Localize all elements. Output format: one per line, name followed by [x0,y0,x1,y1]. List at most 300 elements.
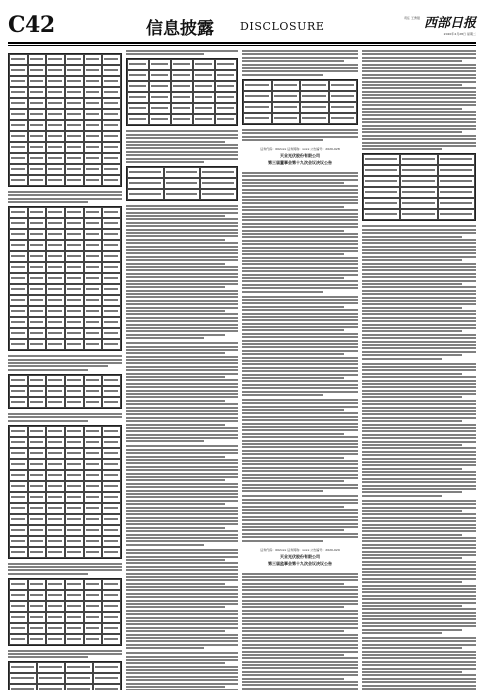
text-line [362,121,476,123]
text-line [242,139,323,141]
table-cell [102,295,121,306]
text-line [362,413,476,415]
text-line [362,427,476,429]
text-line [126,569,238,571]
text-line [362,283,462,285]
table-cell [65,397,84,408]
text-line [242,457,344,459]
text-line [8,365,108,367]
text-line [8,573,88,575]
text-line [362,101,476,103]
table-cell [127,189,164,200]
text-line [242,627,358,629]
text-line [242,353,344,355]
text-line [362,142,476,144]
text-line [126,579,238,581]
data-table [126,166,238,201]
table-cell [46,426,65,437]
table-cell [46,207,65,218]
table-cell [28,397,47,408]
table-cell [193,70,215,81]
text-line [242,67,358,69]
table-cell [329,113,358,124]
table-cell [46,601,65,612]
text-line [126,593,238,595]
text-line [126,672,238,674]
text-line [242,529,344,531]
text-line [362,510,462,512]
text-line [242,182,344,184]
table-cell [243,91,272,102]
table-cell [438,165,475,176]
table-cell [102,207,121,218]
table-cell [171,70,193,81]
text-line [242,192,358,194]
table-cell [65,536,84,547]
text-line [242,620,358,622]
text-line [362,269,476,271]
text-line [362,554,476,556]
table-cell [9,98,28,109]
table-cell [102,547,121,558]
text-line [242,506,344,508]
masthead-rule-heavy [8,42,476,44]
text-line [362,64,476,66]
text-line [362,574,476,576]
text-line [126,256,238,258]
text-line [362,588,476,590]
text-line [362,500,476,502]
text-line [126,356,238,358]
text-line [242,316,358,318]
text-line [362,74,476,76]
text-line [126,652,238,654]
text-line [126,137,238,139]
table-cell [28,634,47,645]
table-cell [363,154,400,165]
table-cell [28,328,47,339]
text-line [126,549,238,551]
text-line [126,620,238,622]
table-cell [65,525,84,536]
table-cell [46,386,65,397]
text-line [126,324,238,326]
text-line [242,306,344,308]
table-cell [9,514,28,525]
table-cell [65,590,84,601]
text-line [242,357,358,359]
table-cell [102,386,121,397]
text-line [242,287,358,289]
text-line [126,630,225,632]
text-line [362,640,476,642]
text-line [126,362,238,364]
text-line [242,644,358,646]
table-cell [46,98,65,109]
text-line [242,267,358,269]
table-cell [84,448,103,459]
table-cell [9,207,28,218]
text-line [362,138,476,140]
text-line [362,131,462,133]
column-1 [8,50,122,690]
table-cell [46,547,65,558]
text-line [242,374,358,376]
table-cell [9,240,28,251]
text-line [126,215,225,217]
table-cell [28,492,47,503]
text-line [242,463,358,465]
text-line [126,403,238,405]
data-table [8,53,122,187]
text-line [362,400,476,402]
table-cell [193,81,215,92]
table-cell [46,120,65,131]
text-line [362,97,476,99]
announcement-header [242,147,358,166]
table-cell [193,92,215,103]
text-line [362,236,462,238]
text-line [242,336,358,338]
table-cell [9,459,28,470]
text-line [242,519,358,521]
table-cell [9,218,28,229]
table-cell [65,65,84,76]
text-line [362,135,476,137]
table-cell [363,198,400,209]
data-table [8,206,122,351]
table-cell [28,240,47,251]
table-cell [9,437,28,448]
text-line [362,618,476,620]
table-cell [28,306,47,317]
text-line [126,644,238,646]
text-line [242,586,358,588]
table-cell [28,375,47,386]
text-line [242,219,358,221]
text-line [126,683,238,685]
text-line [362,585,476,587]
table-cell [37,662,65,673]
text-line [242,313,358,315]
table-cell [272,91,301,102]
text-line [126,476,238,478]
table-cell [102,590,121,601]
table-cell [65,218,84,229]
table-cell [65,109,84,120]
text-line [126,659,238,661]
masthead-rule-thin [8,45,476,46]
table-cell [9,612,28,623]
table-cell [149,103,171,114]
text-line [126,520,238,522]
table-cell [65,386,84,397]
table-cell [102,109,121,120]
text-line [126,452,238,454]
text-line [126,449,238,451]
table-cell [9,673,37,684]
text-line [362,290,476,292]
text-line [126,53,204,55]
table-cell [28,131,47,142]
table-cell [93,673,121,684]
table-cell [300,113,329,124]
table-cell [65,284,84,295]
text-line [362,441,476,443]
table-cell [84,601,103,612]
text-line [362,417,476,419]
table-cell [65,579,84,590]
table-cell [215,92,237,103]
text-line [126,617,238,619]
text-line [362,478,476,480]
text-line [362,474,476,476]
table-cell [84,229,103,240]
text-line [242,291,323,293]
text-line [242,477,358,479]
text-line [362,363,476,365]
text-line [126,603,238,605]
table-cell [46,240,65,251]
table-cell [243,102,272,113]
text-line [126,212,238,214]
table-cell [102,492,121,503]
table-cell [46,164,65,175]
text-line [242,647,358,649]
table-cell [28,426,47,437]
text-line [126,413,238,415]
text-line [126,544,204,546]
table-cell [102,375,121,386]
text-line [362,229,476,231]
table-cell [84,634,103,645]
table-cell [84,251,103,262]
table-cell [9,579,28,590]
table-cell [65,251,84,262]
table-cell [243,113,272,124]
table-cell [9,164,28,175]
table-cell [65,54,84,65]
text-line [362,568,476,570]
text-line [242,583,344,585]
table-cell [84,240,103,251]
table-cell [438,209,475,220]
table-cell [84,153,103,164]
text-line [242,688,358,690]
text-line [362,50,476,52]
text-line [126,283,238,285]
text-line [242,250,358,252]
table-cell [28,623,47,634]
text-line [126,437,238,439]
text-line [362,598,476,600]
text-line [362,471,476,473]
text-line [126,513,238,515]
text-line [242,419,358,421]
table-cell [84,397,103,408]
text-line [242,526,358,528]
text-line [362,437,476,439]
text-line [126,523,238,525]
text-line [362,383,476,385]
text-line [126,500,238,502]
text-line [362,393,476,395]
text-line [126,576,238,578]
table-cell [171,103,193,114]
table-cell [84,481,103,492]
text-line [242,302,358,304]
text-line [362,547,476,549]
text-line [126,296,238,298]
text-line [362,644,476,646]
table-cell [65,673,93,684]
text-line [242,70,358,72]
text-line [8,656,88,658]
text-line [126,383,238,385]
text-line [126,623,238,625]
text-line [8,563,122,565]
text-line [126,342,238,344]
text-line [242,253,344,255]
text-line [362,612,476,614]
text-line [362,128,476,130]
text-line [126,573,238,575]
table-cell [93,684,121,690]
table-cell [164,178,201,189]
table-cell [84,262,103,273]
text-line [242,671,358,673]
table-cell [84,306,103,317]
text-line [242,236,358,238]
text-line [242,436,358,438]
text-line [242,340,358,342]
table-cell [84,284,103,295]
table-cell [65,503,84,514]
table-cell [363,165,400,176]
text-line [242,333,358,335]
table-cell [9,386,28,397]
text-line [126,134,238,136]
table-cell [84,295,103,306]
page-number: C42 [8,12,55,38]
table-cell [84,623,103,634]
table-cell [102,175,121,186]
text-line [242,367,358,369]
text-line [8,191,122,193]
text-line [126,462,238,464]
text-line [362,354,462,356]
text-line [126,286,225,288]
text-line [242,467,358,469]
table-cell [171,81,193,92]
text-line [362,77,476,79]
table-cell [363,187,400,198]
table-cell [84,142,103,153]
text-line [362,252,476,254]
text-line [126,269,238,271]
table-cell [272,80,301,91]
table-cell [84,426,103,437]
text-line [362,358,442,360]
data-table [242,79,358,125]
table-cell [65,601,84,612]
data-table [8,578,122,646]
paragraph [362,50,476,150]
text-line [126,300,238,302]
text-line [242,596,358,598]
table-cell [9,481,28,492]
text-line [362,530,476,532]
table-cell [84,207,103,218]
text-line [242,480,344,482]
editor-line: 责任 王勇强 [404,16,420,20]
table-cell [84,109,103,120]
paragraph [8,650,122,659]
text-line [242,450,358,452]
table-cell [9,397,28,408]
table-cell [46,175,65,186]
table-cell [102,98,121,109]
table-cell [102,262,121,273]
text-line [242,399,358,401]
text-line [126,376,225,378]
text-line [242,363,358,365]
text-line [362,678,476,680]
table-cell [46,579,65,590]
text-line [242,343,358,345]
text-line [126,263,225,265]
paragraph [126,445,238,545]
table-cell [9,375,28,386]
text-line [242,623,358,625]
text-line [126,493,238,495]
table-cell [127,167,164,178]
text-line [242,634,358,636]
table-cell [65,87,84,98]
text-line [242,243,358,245]
text-line [242,674,358,676]
table-cell [102,612,121,623]
text-line [362,310,476,312]
paragraph [242,399,358,493]
table-cell [193,103,215,114]
text-line [362,273,476,275]
text-line [362,424,476,426]
text-line [242,280,358,282]
text-line [362,266,476,268]
text-line [242,326,358,328]
text-line [8,416,122,418]
table-cell [102,120,121,131]
text-line [362,461,476,463]
text-line [242,536,358,538]
text-line [126,610,238,612]
table-cell [215,103,237,114]
text-line [126,473,238,475]
text-line [126,427,238,429]
table-cell [102,459,121,470]
table-cell [363,209,400,220]
table-cell [84,120,103,131]
paragraph [242,573,358,690]
text-line [126,369,238,371]
text-line [362,564,476,566]
text-line [242,209,358,211]
announcement-company: 天业光伏股份有限公司 [280,553,320,559]
text-line [362,104,476,106]
table-cell [65,262,84,273]
text-line [242,309,358,311]
